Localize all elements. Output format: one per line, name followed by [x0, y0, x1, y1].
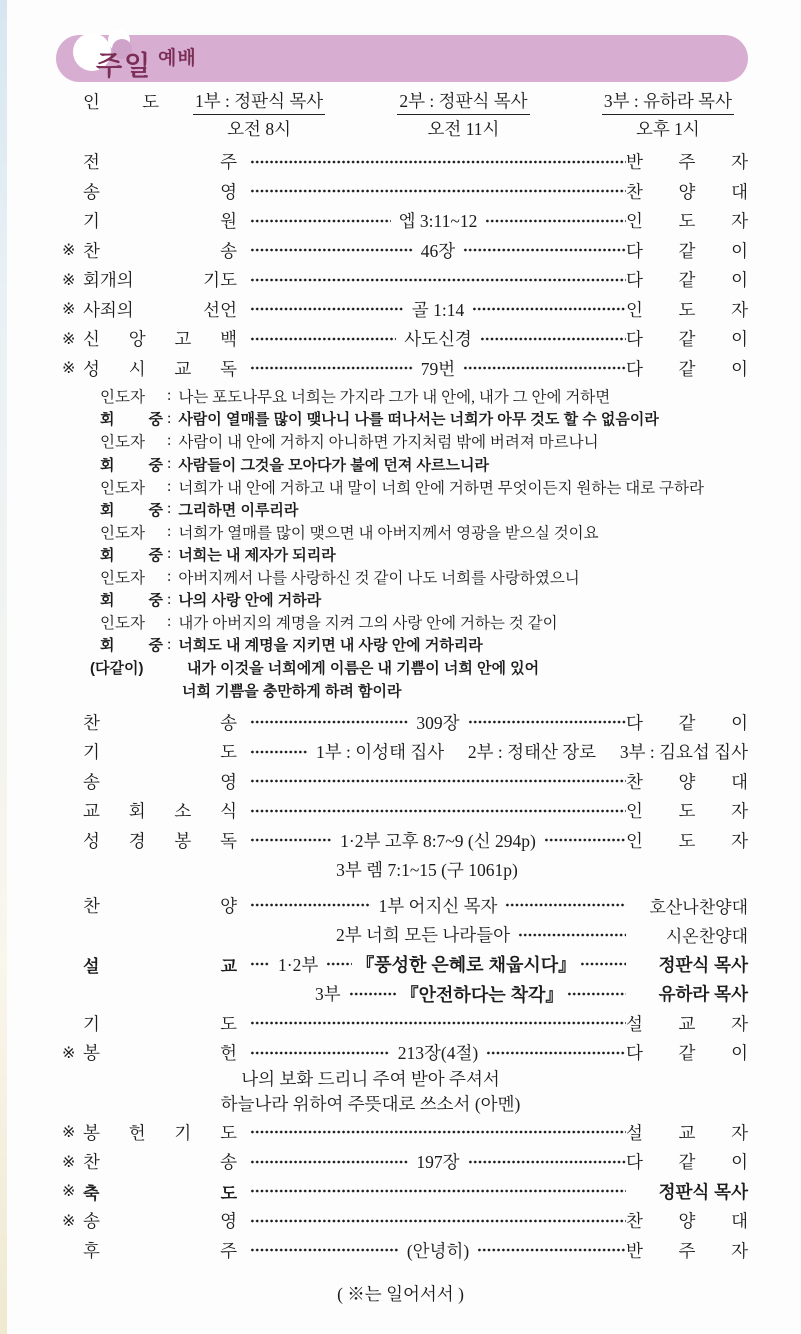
row-label: 기 도	[83, 1013, 237, 1034]
row-mid	[237, 208, 626, 233]
row-mid	[237, 1014, 626, 1032]
row-label: 찬 송	[83, 1152, 237, 1173]
row-right: 다 같 이	[626, 240, 748, 261]
reading-text: 너희도 내 계명을 지키면 내 사랑 안에 거하리라	[178, 637, 483, 655]
reading-line	[100, 521, 761, 544]
reading-colon: :	[167, 409, 172, 427]
row-right: 설 교 자	[626, 1122, 748, 1143]
leader-dots	[250, 300, 404, 318]
row-mid	[237, 356, 626, 381]
reading-speaker: 회 중	[100, 637, 163, 655]
row-label: 성 시 교 독	[83, 358, 237, 379]
footnote: ( ※는 일어서서 )	[337, 1283, 464, 1304]
row-right: 다 같 이	[626, 270, 748, 291]
row-mid	[237, 710, 626, 735]
leader-dots	[250, 330, 396, 348]
prayer-leader: 1부 : 이성태 집사	[316, 742, 445, 763]
leader-dots	[485, 212, 626, 230]
reading-speaker: (다같이)	[90, 659, 144, 677]
leader-dots	[480, 330, 626, 348]
order-row	[0, 265, 801, 295]
leader-dots	[250, 743, 308, 761]
leader-dots	[250, 359, 413, 377]
row-label: 기 도	[83, 742, 237, 763]
order-row	[0, 825, 801, 855]
row-mid	[237, 1182, 626, 1200]
row-marker: ※	[62, 271, 76, 289]
row-right: 다 같 이	[626, 1043, 748, 1064]
reading-line	[100, 588, 761, 611]
leader-dots	[468, 713, 626, 731]
order-row	[0, 1206, 801, 1236]
row-right: 다 같 이	[626, 1152, 748, 1173]
row-right: 정판식 목사	[658, 954, 748, 975]
row-mid	[237, 1238, 626, 1263]
session-leader: 3부 : 유하라 목사	[602, 90, 734, 115]
reading-colon: :	[167, 522, 172, 540]
row-center: 46장	[420, 240, 456, 261]
reading-speaker: 회 중	[100, 456, 163, 474]
row-right: 다 같 이	[626, 329, 748, 350]
row-right: 호산나찬양대	[649, 897, 748, 917]
row-label: 송 영	[83, 771, 237, 792]
row-marker: ※	[62, 1153, 76, 1171]
offering-hymn-line: 나의 보화 드리니 주여 받아 주셔서	[241, 1069, 500, 1090]
row-center: 213장(4절)	[397, 1043, 479, 1064]
leader-dots	[505, 896, 626, 914]
row-label: 찬 송	[83, 240, 237, 261]
row-label: 설 교	[83, 956, 237, 976]
leader-dots	[463, 241, 626, 259]
sermon-part: 3부	[315, 984, 341, 1005]
order-row	[0, 920, 801, 950]
reading-text: 너희가 열매를 많이 맺으면 내 아버지께서 영광을 받으실 것이요	[178, 524, 599, 542]
prayer-leaders	[308, 739, 748, 764]
leader-dots	[250, 1241, 399, 1259]
service-leaders-row	[0, 90, 801, 142]
row-center: 79번	[420, 358, 456, 379]
leader-dots	[544, 831, 626, 849]
order-row	[0, 737, 801, 767]
reading-line	[100, 679, 761, 702]
order-row	[0, 1038, 801, 1068]
row-mid	[237, 1212, 626, 1230]
order-row	[0, 1235, 801, 1265]
row-label: 찬 송	[83, 712, 237, 733]
reading-text: 너희는 내 제자가 되리라	[178, 546, 336, 564]
leader-dots	[472, 300, 626, 318]
row-right: 인 도 자	[626, 299, 748, 320]
row-right: 반 주 자	[626, 1240, 748, 1261]
session-leader: 1부 : 정판식 목사	[193, 90, 325, 115]
leader-dots	[486, 1044, 626, 1062]
row-right: 설 교 자	[626, 1013, 748, 1034]
row-mid	[237, 981, 626, 1007]
page-title-small: 예배	[158, 48, 197, 69]
row-label: 찬 양	[83, 895, 237, 916]
row-label: 교 회 소 식	[83, 801, 237, 822]
row-label: 축 도	[83, 1183, 237, 1203]
row-center: 사도신경	[404, 329, 472, 350]
row-label: 송 영	[83, 181, 237, 202]
reading-text: 내가 아버지의 계명을 지켜 그의 사랑 안에 거하는 것 같이	[178, 615, 558, 633]
row-label: 성 경 봉 독	[83, 830, 237, 851]
reading-text: 사람이 내 안에 거하지 아니하면 가지처럼 밖에 버려져 마르나니	[178, 434, 599, 452]
reading-line	[100, 430, 761, 453]
row-mid	[237, 326, 626, 351]
leader-dots	[250, 153, 626, 171]
row-center: 골 1:14	[411, 299, 465, 320]
row-right: 시온찬양대	[665, 927, 748, 947]
prayer-leader: 2부 : 정태산 장로	[467, 742, 597, 763]
leader-dots	[463, 359, 626, 377]
row-marker: ※	[62, 1212, 76, 1230]
reading-speaker: 인도자	[100, 570, 145, 588]
reading-line	[100, 634, 761, 657]
order-row	[0, 1008, 801, 1038]
order-row	[0, 295, 801, 325]
reading-line	[100, 611, 761, 634]
leader-dots	[468, 1153, 626, 1171]
leader-dots	[250, 1014, 626, 1032]
row-label: 후 주	[83, 1240, 237, 1261]
reading-colon: :	[167, 432, 172, 450]
row-right: 찬 양 대	[626, 771, 748, 792]
order-row	[0, 324, 801, 354]
reading-colon: :	[167, 613, 172, 631]
row-mid	[237, 238, 626, 263]
session-1	[193, 90, 325, 140]
leader-dots	[250, 1044, 390, 1062]
leader-dots	[250, 772, 626, 790]
session-leader: 2부 : 정판식 목사	[397, 90, 529, 115]
row-label: 사죄의 선언	[83, 299, 237, 320]
leader-dots	[567, 985, 626, 1003]
row-label: 전 주	[83, 152, 237, 173]
reading-speaker: 인도자	[100, 434, 145, 452]
order-row	[0, 949, 801, 979]
order-row	[0, 354, 801, 384]
leader-dots	[477, 1241, 626, 1259]
row-right: 정판식 목사	[658, 1181, 748, 1202]
reading-line	[100, 498, 761, 521]
row-mid	[237, 182, 626, 200]
order-list-top	[0, 147, 801, 383]
row-right: 인 도 자	[626, 211, 748, 232]
row-marker: ※	[62, 330, 76, 348]
order-row	[0, 766, 801, 796]
reading-line	[100, 385, 761, 408]
sermon-part: 1·2부	[278, 954, 319, 975]
reading-speaker: 인도자	[100, 479, 145, 497]
leader-dots	[518, 926, 626, 944]
order-row	[0, 796, 801, 826]
sermon-title: 『풍성한 은혜로 채웁시다』	[356, 955, 577, 976]
row-mid	[237, 1040, 626, 1065]
row-mid	[237, 951, 626, 977]
reading-line	[100, 543, 761, 566]
row-center: 1부 어지신 목자	[378, 895, 498, 916]
order-of-worship	[0, 90, 801, 1306]
reading-text: 그리하면 이루리라	[178, 501, 299, 519]
row-label: 송 영	[83, 1211, 237, 1232]
order-row	[0, 890, 801, 920]
reading-line	[100, 408, 761, 431]
row-marker: ※	[62, 1044, 76, 1062]
order-row	[0, 855, 801, 885]
row-mid	[237, 1149, 626, 1174]
reading-line	[100, 453, 761, 476]
row-label: 회개의 기도	[83, 270, 237, 291]
reading-line	[90, 656, 761, 679]
order-row	[0, 236, 801, 266]
order-row	[0, 206, 801, 236]
leader-dots	[250, 182, 626, 200]
leader-dots	[250, 896, 371, 914]
row-mid	[237, 857, 626, 882]
row-right: 찬 양 대	[626, 1211, 748, 1232]
reading-text: 사람이 열매를 많이 맺나니 나를 떠나서는 너희가 아무 것도 할 수 없음이라	[178, 411, 659, 429]
reading-colon: :	[167, 500, 172, 518]
reading-colon: :	[167, 635, 172, 653]
row-mid	[237, 1123, 626, 1141]
prayer-leader: 3부 : 김요섭 집사	[619, 742, 748, 763]
row-marker: ※	[62, 301, 76, 319]
reading-line	[100, 475, 761, 498]
row-label: 인 도	[83, 92, 159, 112]
order-row	[0, 1176, 801, 1206]
reading-speaker: 회 중	[100, 411, 163, 429]
row-mid	[237, 739, 748, 764]
order-row	[0, 1147, 801, 1177]
leader-dots	[250, 1123, 626, 1141]
order-list-bottom	[0, 707, 801, 1265]
row-label: 봉 헌	[83, 1043, 237, 1064]
row-mid	[237, 772, 626, 790]
row-right: 인 도 자	[626, 801, 748, 822]
reading-speaker: 회 중	[100, 592, 163, 610]
reading-text: 너희 기쁨을 충만하게 하려 함이라	[182, 682, 402, 700]
service-sessions	[159, 90, 748, 140]
reading-text: 내가 이것을 너희에게 이름은 내 기쁨이 너희 안에 있어	[187, 659, 540, 677]
row-center: 엡 3:11~12	[398, 211, 478, 232]
row-marker: ※	[62, 1124, 76, 1142]
reading-colon: :	[167, 455, 172, 473]
reading-colon: :	[167, 545, 172, 563]
row-center: 3부 렘 7:1~15 (구 1061p)	[336, 860, 518, 881]
row-label: 신 앙 고 백	[83, 329, 237, 350]
leader-dots	[250, 802, 626, 820]
leader-dots	[250, 1182, 626, 1200]
row-right: 유하라 목사	[658, 984, 748, 1005]
row-center: 197장	[416, 1152, 460, 1173]
order-row	[0, 147, 801, 177]
row-mid	[237, 828, 626, 853]
row-marker: ※	[62, 360, 76, 378]
reading-text: 사람들이 그것을 모아다가 불에 던져 사르느니라	[178, 456, 489, 474]
row-label: 봉 헌 기 도	[83, 1122, 237, 1143]
row-mid	[237, 271, 626, 289]
reading-colon: :	[167, 387, 172, 405]
reading-line	[100, 566, 761, 589]
reading-text: 나의 사랑 안에 거하라	[178, 592, 322, 610]
session-time: 오전 11시	[427, 119, 500, 139]
reading-speaker: 회 중	[100, 546, 163, 564]
reading-speaker: 인도자	[100, 389, 145, 407]
leader-dots	[580, 955, 626, 973]
row-mid	[237, 153, 626, 171]
row-mid	[237, 802, 626, 820]
row-marker: ※	[62, 242, 76, 260]
section-header-bar	[56, 35, 748, 82]
order-row	[0, 1117, 801, 1147]
reading-speaker: 인도자	[100, 615, 145, 633]
row-label: 기 원	[83, 211, 237, 232]
reading-colon: :	[167, 568, 172, 586]
order-row	[0, 177, 801, 207]
leader-dots	[250, 955, 270, 973]
row-right: 반 주 자	[626, 152, 748, 173]
row-center: (안녕히)	[406, 1240, 470, 1261]
order-row	[0, 707, 801, 737]
leader-dots	[250, 1153, 408, 1171]
row-marker: ※	[62, 1183, 76, 1201]
row-right: 다 같 이	[626, 712, 748, 733]
row-mid	[237, 893, 626, 918]
reading-text: 너희가 내 안에 거하고 내 말이 너희 안에 거하면 무엇이든지 원하는 대로 구하라	[178, 479, 704, 497]
session-2	[397, 90, 529, 140]
reading-speaker: 인도자	[100, 524, 145, 542]
page-title-large: 주일	[96, 51, 153, 81]
row-right: 다 같 이	[626, 358, 748, 379]
row-mid	[237, 297, 626, 322]
reading-speaker: 회 중	[100, 501, 163, 519]
session-time: 오전 8시	[227, 119, 291, 139]
reading-text: 나는 포도나무요 너희는 가지라 그가 내 안에, 내가 그 안에 거하면	[178, 389, 611, 407]
row-center: 309장	[416, 712, 460, 733]
session-time: 오후 1시	[635, 119, 700, 139]
leader-dots	[349, 985, 397, 1003]
reading-colon: :	[167, 477, 172, 495]
offering-hymn-line: 하늘나라 위하여 주뜻대로 쓰소서 (아멘)	[220, 1094, 521, 1115]
sermon-title: 『안전하다는 착각』	[400, 984, 564, 1005]
order-row	[0, 979, 801, 1009]
row-center: 1·2부 고후 8:7~9 (신 294p)	[340, 830, 536, 851]
leader-dots	[250, 713, 408, 731]
session-3	[602, 90, 734, 140]
reading-colon: :	[167, 590, 172, 608]
responsive-reading	[0, 383, 801, 703]
leader-dots	[250, 212, 391, 230]
row-mid	[237, 922, 626, 947]
reading-text: 아버지께서 나를 사랑하신 것 같이 나도 너희를 사랑하였으니	[178, 570, 580, 588]
leader-dots	[250, 831, 332, 849]
row-center: 2부 너희 모든 나라들아	[336, 925, 511, 946]
leader-dots	[250, 241, 413, 259]
leader-dots	[250, 271, 626, 289]
leader-dots	[250, 1212, 626, 1230]
row-right: 인 도 자	[626, 830, 748, 851]
leader-dots	[326, 955, 352, 973]
row-right: 찬 양 대	[626, 181, 748, 202]
